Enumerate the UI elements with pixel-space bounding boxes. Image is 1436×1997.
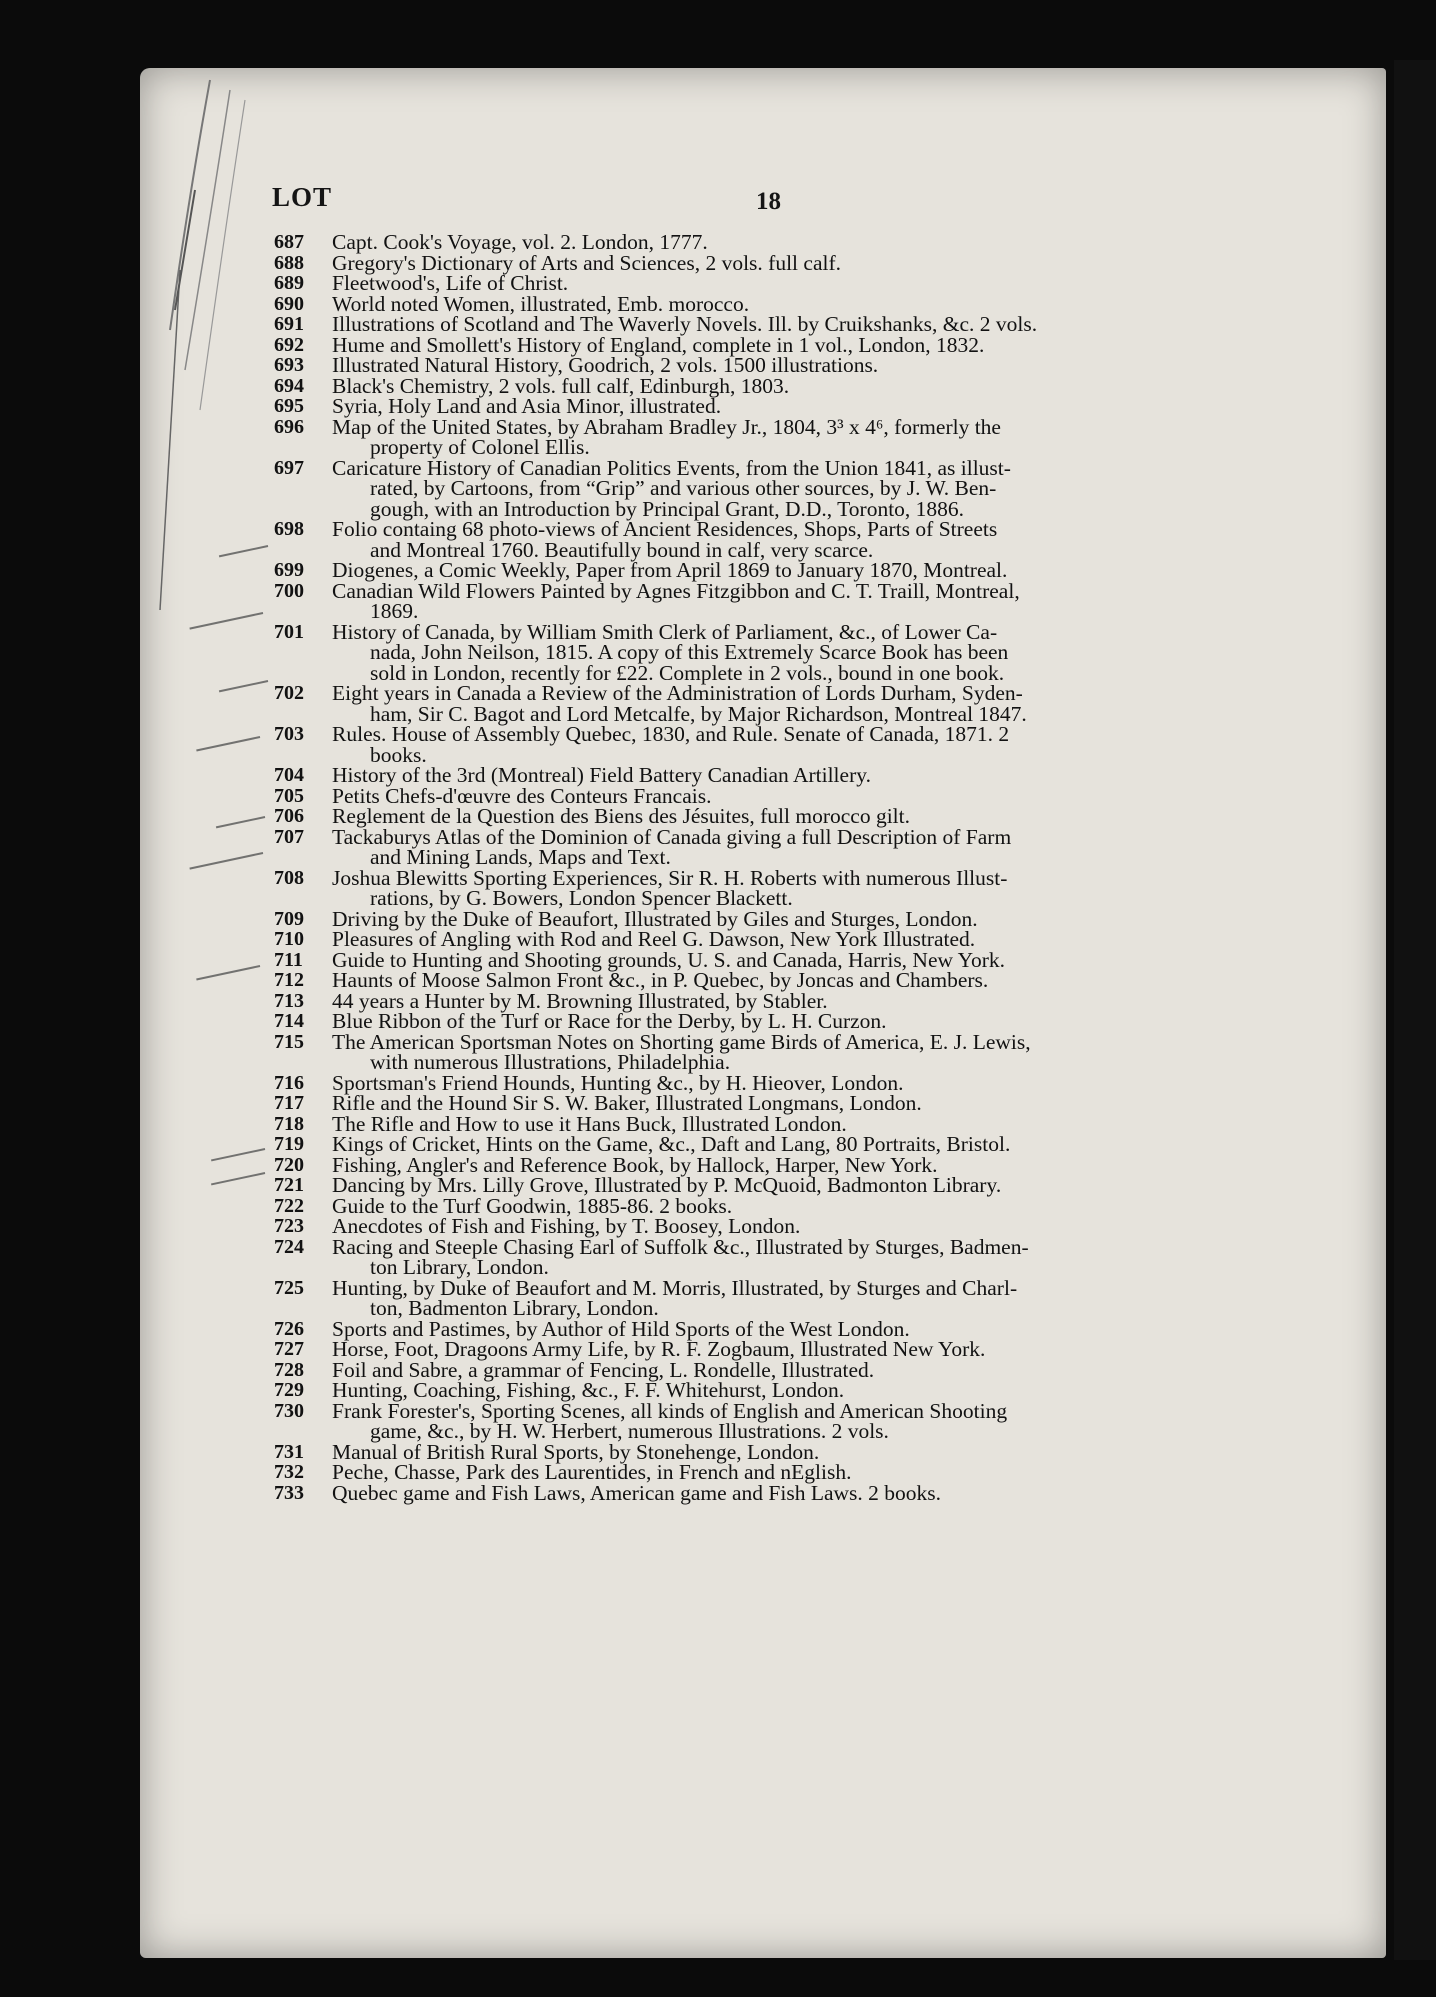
- lot-number: 710: [274, 928, 304, 950]
- lot-number: 706: [274, 805, 304, 827]
- lot-description-line: rated, by Cartoons, from “Grip” and various other sources, by J. W. Ben-: [370, 476, 997, 500]
- lot-description-line: property of Colonel Ellis.: [370, 435, 590, 459]
- lot-entry: [274, 988, 1284, 1013]
- lot-entry: [274, 560, 1284, 581]
- lot-number: 731: [274, 1440, 304, 1463]
- lot-entry: [274, 906, 1284, 931]
- lot-entry: [274, 1111, 1284, 1136]
- lot-description: [332, 1316, 1284, 1341]
- lot-description: [332, 947, 1284, 972]
- lot-entry: [274, 970, 1284, 991]
- lot-description: [332, 578, 1284, 623]
- lot-description-line: Black's Chemistry, 2 vols. full calf, Edinburgh, 1803.: [332, 373, 790, 398]
- lot-description-line: Rifle and the Hound Sir S. W. Baker, Illustrated Longmans, London.: [332, 1091, 922, 1115]
- lot-number: 693: [274, 354, 304, 376]
- lot-number: 725: [274, 1276, 304, 1299]
- lot-description-line: The American Sportsman Notes on Shorting game Birds of America, E. J. Lewis,: [332, 1029, 1031, 1054]
- lot-description-line: Sports and Pastimes, by Author of Hild Sports of the West London.: [332, 1316, 910, 1341]
- lot-description-line: Manual of British Rural Sports, by Stonehenge, London.: [332, 1439, 820, 1464]
- lot-entry: [274, 519, 1284, 560]
- lot-description-line: Racing and Steeple Chasing Earl of Suffolk &c., Illustrated by Sturges, Badmen-: [332, 1234, 1029, 1259]
- lot-entry: [274, 355, 1284, 376]
- lot-description-line: Guide to Hunting and Shooting grounds, U. S. and Canada, Harris, New York.: [332, 947, 1006, 972]
- lot-description-line: Blue Ribbon of the Turf or Race for the Derby, by L. H. Curzon.: [332, 1009, 887, 1033]
- lot-list: [274, 232, 1284, 1503]
- lot-description: [332, 1175, 1284, 1196]
- lot-entry: [274, 373, 1284, 398]
- lot-description: [332, 232, 1284, 253]
- lot-description: [332, 519, 1284, 560]
- lot-number: 700: [274, 579, 304, 602]
- lot-description-line: Horse, Foot, Dragoons Army Life, by R. F. Zogbaum, Illustrated New York.: [332, 1337, 986, 1361]
- lot-column-heading: LOT: [272, 182, 333, 212]
- lot-entry: [274, 1380, 1284, 1401]
- lot-description: [332, 355, 1284, 376]
- lot-description-line: Hunting, Coaching, Fishing, &c., F. F. Whitehurst, London.: [332, 1378, 845, 1402]
- paper-crease-marks: [150, 70, 270, 630]
- lot-entry: [274, 1339, 1284, 1360]
- lot-number: 726: [274, 1317, 304, 1340]
- lot-number: 704: [274, 764, 304, 786]
- lot-description-line: gough, with an Introduction by Principal Grant, D.D., Toronto, 1886.: [370, 496, 965, 521]
- lot-number: 730: [274, 1399, 304, 1422]
- lot-description-line: Petits Chefs-d'œuvre des Conteurs Francais.: [332, 783, 712, 808]
- lot-entry: [274, 1480, 1284, 1505]
- lot-entry: [274, 273, 1284, 294]
- lot-description: [332, 1216, 1284, 1237]
- lot-entry: [274, 1357, 1284, 1382]
- lot-number: 694: [274, 374, 304, 397]
- lot-description-line: Hunting, by Duke of Beaufort and M. Morris, Illustrated, by Sturges and Charl-: [332, 1275, 1018, 1300]
- lot-description: [332, 1462, 1284, 1483]
- lot-description-line: Frank Forester's, Sporting Scenes, all kinds of English and American Shooting: [332, 1398, 1008, 1423]
- lot-number: 705: [274, 784, 304, 807]
- lot-number: 697: [274, 456, 304, 479]
- lot-description: [332, 273, 1284, 294]
- lot-description: [332, 560, 1284, 581]
- lot-description-line: Folio containg 68 photo-views of Ancient Residences, Shops, Parts of Streets: [332, 517, 998, 541]
- lot-entry: [274, 724, 1284, 765]
- lot-description-line: Guide to the Turf Goodwin, 1885-86. 2 books.: [332, 1193, 733, 1218]
- lot-number: 729: [274, 1379, 304, 1401]
- lot-description-line: Map of the United States, by Abraham Bradley Jr., 1804, 3³ x 4⁶, formerly the: [332, 414, 1001, 439]
- lot-entry: [274, 1275, 1284, 1320]
- lot-description: [332, 1398, 1284, 1443]
- lot-number: 715: [274, 1030, 304, 1053]
- lot-number: 703: [274, 723, 304, 745]
- lot-description: [332, 455, 1284, 521]
- lot-description-line: Hume and Smollett's History of England, complete in 1 vol., London, 1832.: [332, 332, 985, 357]
- lot-number: 699: [274, 559, 304, 581]
- lot-description: [332, 1152, 1284, 1177]
- lot-description-line: and Mining Lands, Maps and Text.: [370, 845, 671, 869]
- lot-entry: [274, 1011, 1284, 1032]
- lot-description: [332, 683, 1284, 724]
- lot-description-line: Eight years in Canada a Review of the Administration of Lords Durham, Syden-: [332, 681, 1023, 705]
- lot-description-line: Quebec game and Fish Laws, American game and Fish Laws. 2 books.: [332, 1480, 942, 1505]
- lot-number: 723: [274, 1215, 304, 1237]
- lot-description: [332, 906, 1284, 931]
- lot-entry: [274, 865, 1284, 910]
- lot-description-line: Reglement de la Question des Biens des Jésuites, full morocco gilt.: [332, 804, 911, 828]
- lot-description: [332, 1357, 1284, 1382]
- lot-number: 690: [274, 292, 304, 315]
- lot-description: [332, 250, 1284, 275]
- lot-description: [332, 1193, 1284, 1218]
- lot-entry: [274, 683, 1284, 724]
- lot-number: 714: [274, 1010, 304, 1032]
- lot-entry: [274, 455, 1284, 521]
- lot-number: 711: [274, 948, 303, 971]
- lot-description: [332, 619, 1284, 685]
- lot-number: 720: [274, 1153, 304, 1176]
- lot-description-line: Rules. House of Assembly Quebec, 1830, and Rule. Senate of Canada, 1871. 2: [332, 722, 1010, 746]
- lot-number: 689: [274, 272, 304, 294]
- lot-number: 718: [274, 1112, 304, 1135]
- lot-number: 696: [274, 415, 304, 438]
- lot-entry: [274, 1134, 1284, 1155]
- lot-description: [332, 1134, 1284, 1155]
- lot-entry: [274, 806, 1284, 827]
- lot-entry: [274, 232, 1284, 253]
- lot-description-line: Anecdotes of Fish and Fishing, by T. Boosey, London.: [332, 1214, 801, 1238]
- lot-description-line: World noted Women, illustrated, Emb. morocco.: [332, 291, 750, 316]
- lot-description: [332, 1029, 1284, 1074]
- lot-number: 717: [274, 1092, 304, 1114]
- lot-number: 698: [274, 518, 304, 540]
- lot-number: 707: [274, 825, 304, 848]
- lot-description: [332, 1070, 1284, 1095]
- lot-number: 709: [274, 907, 304, 930]
- lot-number: 727: [274, 1338, 304, 1360]
- page-number: 18: [756, 188, 781, 215]
- lot-number: 733: [274, 1481, 304, 1504]
- lot-description: [332, 1275, 1284, 1320]
- lot-description-line: game, &c., by H. W. Herbert, numerous Illustrations. 2 vols.: [370, 1419, 889, 1443]
- lot-description-line: Illustrated Natural History, Goodrich, 2 vols. 1500 illustrations.: [332, 353, 879, 377]
- lot-entry: [274, 1462, 1284, 1483]
- lot-entry: [274, 414, 1284, 459]
- lot-description-line: Gregory's Dictionary of Arts and Sciences, 2 vols. full calf.: [332, 250, 841, 275]
- lot-number: 702: [274, 682, 304, 704]
- lot-entry: [274, 783, 1284, 808]
- lot-description-line: with numerous Illustrations, Philadelphia.: [370, 1050, 731, 1074]
- lot-number: 688: [274, 251, 304, 274]
- lot-description-line: and Montreal 1760. Beautifully bound in calf, very scarce.: [370, 537, 874, 562]
- lot-description-line: 1869.: [370, 599, 419, 623]
- lot-description: [332, 970, 1284, 991]
- lot-description-line: Foil and Sabre, a grammar of Fencing, L. Rondelle, Illustrated.: [332, 1357, 875, 1382]
- lot-description-line: Capt. Cook's Voyage, vol. 2. London, 1777.: [332, 230, 708, 254]
- lot-entry: [274, 578, 1284, 623]
- lot-description: [332, 1380, 1284, 1401]
- lot-entry: [274, 1152, 1284, 1177]
- lot-description: [332, 824, 1284, 869]
- lot-description-line: Fleetwood's, Life of Christ.: [332, 271, 569, 295]
- lot-description-line: Peche, Chasse, Park des Laurentides, in French and nEglish.: [332, 1460, 852, 1484]
- lot-description-line: books.: [370, 742, 427, 767]
- lot-description: [332, 929, 1284, 950]
- lot-entry: [274, 1439, 1284, 1464]
- lot-number: 721: [274, 1174, 304, 1196]
- lot-description: [332, 373, 1284, 398]
- lot-number: 722: [274, 1194, 304, 1217]
- lot-entry: [274, 250, 1284, 275]
- lot-number: 701: [274, 620, 304, 643]
- lot-entry: [274, 1070, 1284, 1095]
- dark-spine: [1394, 60, 1436, 1960]
- lot-description: [332, 988, 1284, 1013]
- lot-description: [332, 291, 1284, 316]
- lot-number: 687: [274, 231, 304, 253]
- lot-description: [332, 865, 1284, 910]
- lot-number: 712: [274, 969, 304, 991]
- lot-number: 695: [274, 395, 304, 417]
- lot-description-line: ham, Sir C. Bagot and Lord Metcalfe, by Major Richardson, Montreal 1847.: [370, 701, 1027, 726]
- lot-description: [332, 765, 1284, 786]
- lot-description-line: Pleasures of Angling with Rod and Reel G. Dawson, New York Illustrated.: [332, 927, 976, 951]
- lot-entry: [274, 1234, 1284, 1279]
- lot-number: 724: [274, 1235, 304, 1258]
- lot-entry: [274, 1093, 1284, 1114]
- lot-description-line: Canadian Wild Flowers Painted by Agnes Fitzgibbon and C. T. Traill, Montreal,: [332, 578, 1020, 603]
- lot-description: [332, 783, 1284, 808]
- lot-description-line: Fishing, Angler's and Reference Book, by Hallock, Harper, New York.: [332, 1152, 938, 1177]
- lot-number: 719: [274, 1133, 304, 1155]
- lot-entry: [274, 1398, 1284, 1443]
- lot-description-line: Diogenes, a Comic Weekly, Paper from April 1869 to January 1870, Montreal.: [332, 558, 1008, 582]
- lot-entry: [274, 1316, 1284, 1341]
- lot-description: [332, 1093, 1284, 1114]
- lot-description: [332, 314, 1284, 335]
- lot-entry: [274, 1216, 1284, 1237]
- lot-description: [332, 724, 1284, 765]
- lot-number: 728: [274, 1358, 304, 1381]
- lot-description: [332, 414, 1284, 459]
- lot-entry: [274, 765, 1284, 786]
- lot-entry: [274, 396, 1284, 417]
- lot-number: 691: [274, 313, 304, 335]
- lot-description-line: sold in London, recently for £22. Complete in 2 vols., bound in one book.: [370, 660, 1005, 685]
- lot-description: [332, 1011, 1284, 1032]
- lot-description-line: Kings of Cricket, Hints on the Game, &c., Daft and Lang, 80 Portraits, Bristol.: [332, 1132, 1011, 1156]
- lot-description-line: Haunts of Moose Salmon Front &c., in P. Quebec, by Joncas and Chambers.: [332, 968, 989, 992]
- lot-description: [332, 1111, 1284, 1136]
- lot-entry: [274, 332, 1284, 357]
- lot-number: 732: [274, 1461, 304, 1483]
- lot-entry: [274, 1029, 1284, 1074]
- lot-description: [332, 1339, 1284, 1360]
- lot-entry: [274, 1193, 1284, 1218]
- lot-entry: [274, 314, 1284, 335]
- lot-number: 716: [274, 1071, 304, 1094]
- lot-description-line: Sportsman's Friend Hounds, Hunting &c., by H. Hieover, London.: [332, 1070, 904, 1095]
- lot-description: [332, 1234, 1284, 1279]
- lot-description-line: ton Library, London.: [370, 1255, 549, 1279]
- lot-description-line: Tackaburys Atlas of the Dominion of Canada giving a full Description of Farm: [332, 824, 1012, 849]
- lot-description-line: nada, John Neilson, 1815. A copy of this Extremely Scarce Book has been: [370, 640, 1009, 664]
- lot-description-line: History of the 3rd (Montreal) Field Battery Canadian Artillery.: [332, 763, 871, 787]
- lot-number: 713: [274, 989, 304, 1012]
- lot-description-line: Syria, Holy Land and Asia Minor, illustrated.: [332, 394, 722, 418]
- lot-entry: [274, 947, 1284, 972]
- lot-description: [332, 396, 1284, 417]
- lot-description-line: rations, by G. Bowers, London Spencer Blackett.: [370, 886, 793, 910]
- lot-description-line: Caricature History of Canadian Politics Events, from the Union 1841, as illust-: [332, 455, 1011, 480]
- lot-description: [332, 806, 1284, 827]
- lot-description-line: 44 years a Hunter by M. Browning Illustrated, by Stabler.: [332, 988, 828, 1013]
- lot-description-line: Illustrations of Scotland and The Waverly Novels. Ill. by Cruikshanks, &c. 2 vols.: [332, 312, 1038, 336]
- lot-description: [332, 1439, 1284, 1464]
- lot-number: 708: [274, 866, 304, 889]
- lot-description-line: Dancing by Mrs. Lilly Grove, Illustrated by P. McQuoid, Badmonton Library.: [332, 1173, 1002, 1197]
- lot-description-line: Joshua Blewitts Sporting Experiences, Sir R. H. Roberts with numerous Illust-: [332, 865, 1008, 890]
- lot-description: [332, 1480, 1284, 1505]
- lot-entry: [274, 1175, 1284, 1196]
- lot-description-line: History of Canada, by William Smith Clerk of Parliament, &c., of Lower Ca-: [332, 619, 998, 644]
- lot-description: [332, 332, 1284, 357]
- lot-description-line: The Rifle and How to use it Hans Buck, Illustrated London.: [332, 1111, 847, 1136]
- lot-entry: [274, 291, 1284, 316]
- lot-description-line: Driving by the Duke of Beaufort, Illustrated by Giles and Sturges, London.: [332, 906, 978, 931]
- lot-entry: [274, 929, 1284, 950]
- lot-number: 692: [274, 333, 304, 356]
- lot-entry: [274, 824, 1284, 869]
- lot-description-line: ton, Badmenton Library, London.: [370, 1296, 659, 1320]
- lot-entry: [274, 619, 1284, 685]
